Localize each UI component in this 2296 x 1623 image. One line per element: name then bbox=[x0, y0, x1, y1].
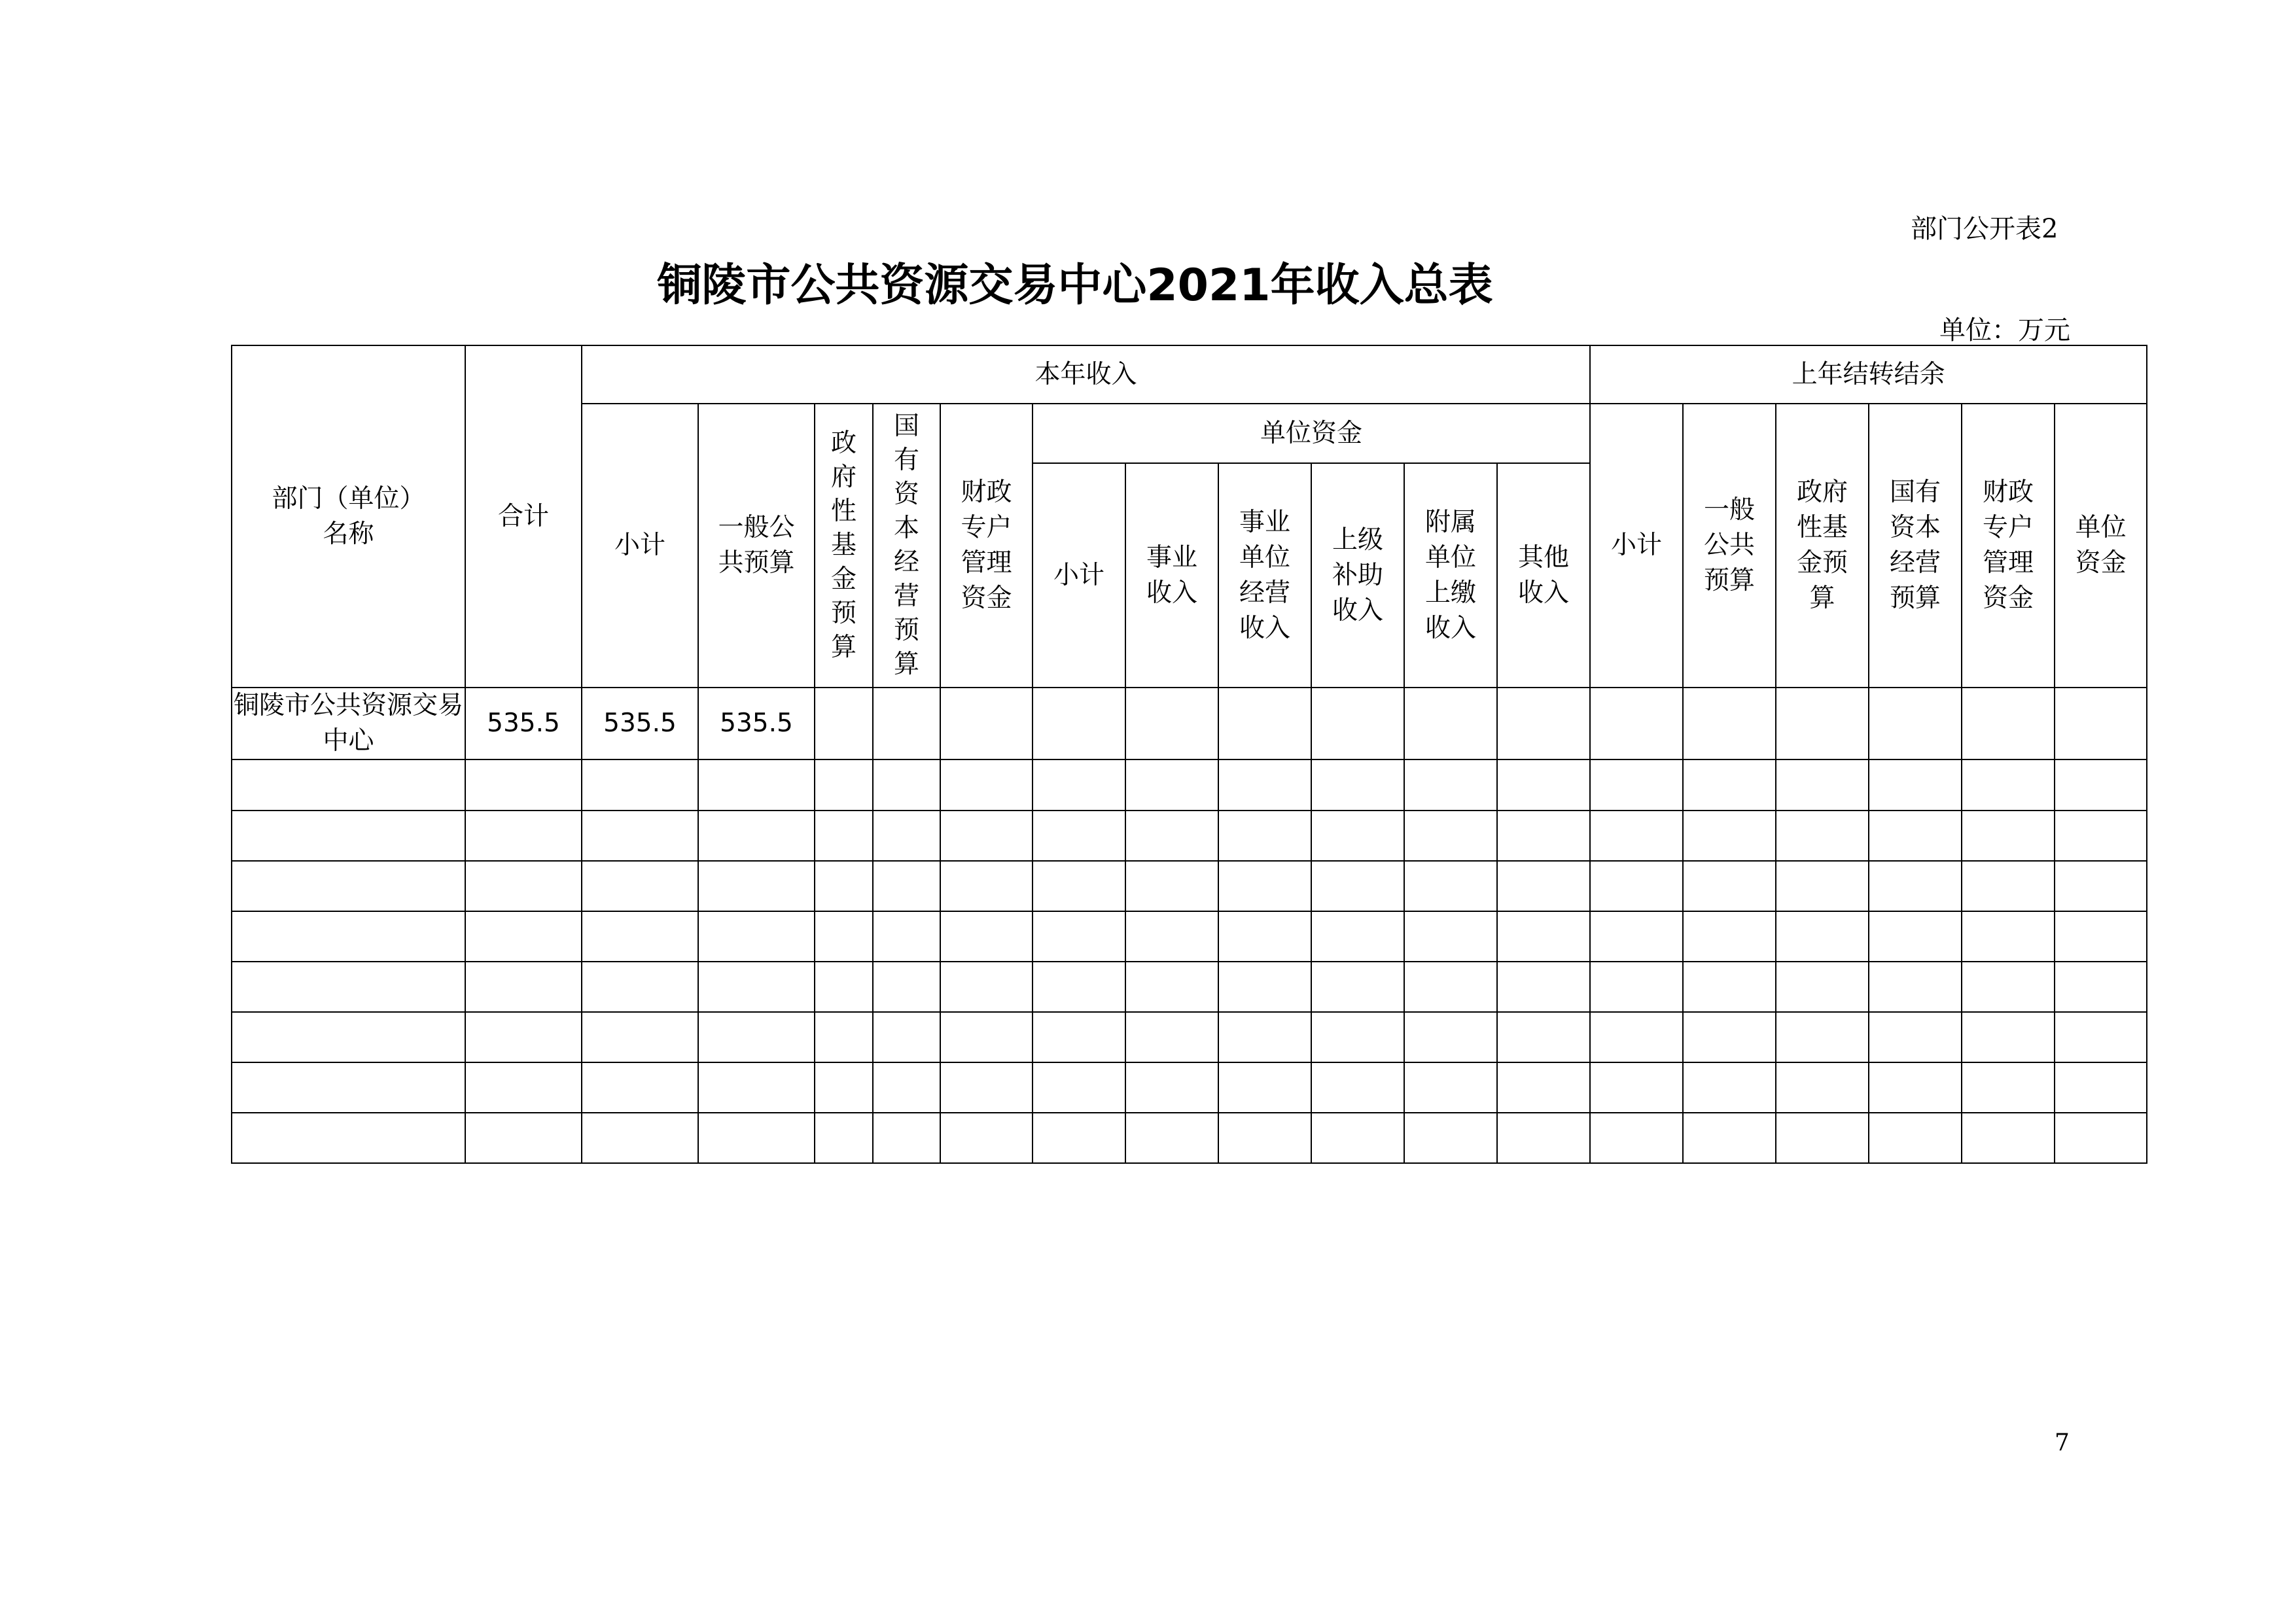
unit-label: 单位：万元 bbox=[1939, 315, 2070, 345]
header-unit-funds: 单位资金 bbox=[1033, 404, 1590, 463]
form-number: 部门公开表2 bbox=[1911, 214, 2058, 244]
header-co-general-budget: 一般公共预算 bbox=[1683, 404, 1776, 688]
header-current-year-income: 本年收入 bbox=[582, 345, 1590, 404]
table-row-empty bbox=[232, 911, 2147, 962]
row-dept-name: 铜陵市公共资源交易中心 bbox=[232, 688, 465, 759]
table-row-empty bbox=[232, 759, 2147, 811]
table-row-empty bbox=[232, 811, 2147, 861]
table-row-empty bbox=[232, 962, 2147, 1012]
header-cy-gov-fund: 政府性基金预算 bbox=[815, 404, 873, 688]
row-total: 535.5 bbox=[465, 688, 582, 759]
page-number: 7 bbox=[2055, 1429, 2070, 1456]
header-dept-name: 部门（单位）名称 bbox=[232, 345, 465, 688]
header-uf-operating-income: 事业单位经营收入 bbox=[1218, 463, 1311, 688]
table-row-empty bbox=[232, 1113, 2147, 1163]
row-cy-subtotal: 535.5 bbox=[582, 688, 698, 759]
table-row bbox=[232, 688, 2147, 759]
header-co-subtotal: 小计 bbox=[1590, 404, 1683, 688]
header-co-state-capital: 国有资本经营预算 bbox=[1869, 404, 1962, 688]
header-carry-over: 上年结转结余 bbox=[1590, 345, 2147, 404]
header-cy-state-capital: 国有资本经营预算 bbox=[873, 404, 940, 688]
header-uf-business-income: 事业收入 bbox=[1125, 463, 1218, 688]
income-summary-table bbox=[231, 345, 2147, 1164]
header-uf-subtotal: 小计 bbox=[1033, 463, 1125, 688]
header-co-fiscal-special: 财政专户管理资金 bbox=[1962, 404, 2055, 688]
page-title: 铜陵市公共资源交易中心2021年收入总表 bbox=[657, 260, 1493, 311]
header-cy-subtotal: 小计 bbox=[582, 404, 698, 688]
header-cy-fiscal-special: 财政专户管理资金 bbox=[940, 404, 1033, 688]
header-cy-general-budget: 一般公共预算 bbox=[698, 404, 815, 688]
header-total: 合计 bbox=[465, 345, 582, 688]
header-uf-other-income: 其他收入 bbox=[1497, 463, 1590, 688]
table-row-empty bbox=[232, 1062, 2147, 1113]
table-row-empty bbox=[232, 1012, 2147, 1062]
row-cy-general-budget: 535.5 bbox=[698, 688, 815, 759]
header-uf-subsidy-income: 上级补助收入 bbox=[1311, 463, 1404, 688]
table-row-empty bbox=[232, 861, 2147, 911]
header-co-gov-fund: 政府性基金预算 bbox=[1776, 404, 1869, 688]
header-uf-affiliated-income: 附属单位上缴收入 bbox=[1404, 463, 1497, 688]
header-co-unit-funds: 单位资金 bbox=[2055, 404, 2147, 688]
